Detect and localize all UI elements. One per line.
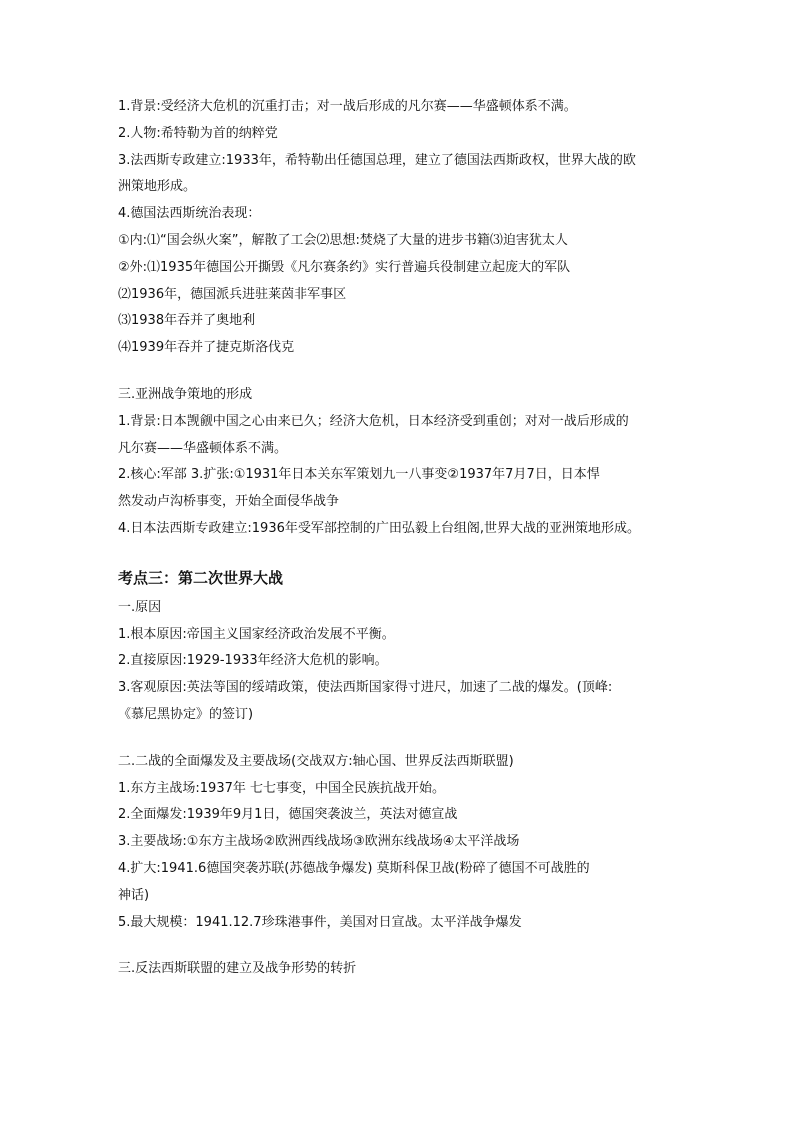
text-line: 《慕尼黑协定》的签订) <box>118 706 254 722</box>
text-line: 5.最大规模：1941.12.7珍珠港事件，美国对日宣战。太平洋战争爆发 <box>118 914 522 930</box>
text-line: ⑵1936年，德国派兵进驻莱茵非军事区 <box>118 286 347 302</box>
document-page <box>118 94 678 983</box>
text-line: ①内:⑴“国会纵火案”，解散了工会⑵思想:焚烧了大量的进步书籍⑶迫害犹太人 <box>118 232 568 248</box>
alliance-block <box>118 956 678 983</box>
text-line: ②外:⑴1935年德国公开撕毁《凡尔赛条约》实行普遍兵役制建立起庞大的军队 <box>118 259 571 275</box>
text-line: 4.日本法西斯专政建立:1936年受军部控制的广田弘毅上台组阁,世界大战的亚洲策地形成。 <box>118 520 641 536</box>
section-subheading: 三.反法西斯联盟的建立及战争形势的转折 <box>118 961 357 977</box>
text-line: 2.核心:军部 3.扩张:①1931年日本关东军策划九一八事变②1937年7月7日，日本悍 <box>118 467 600 483</box>
text-line: 2.直接原因:1929-1933年经济大危机的影响。 <box>118 653 388 669</box>
outbreak-block <box>118 749 678 937</box>
text-line: 1.根本原因:帝国主义国家经济政治发展不平衡。 <box>118 626 395 642</box>
section-subheading: 三.亚洲战争策地的形成 <box>118 386 253 402</box>
section-spacer <box>118 362 678 382</box>
section-spacer <box>118 729 678 749</box>
text-line: 4.扩大:1941.6德国突袭苏联(苏德战争爆发) 莫斯科保卫战(粉碎了德国不可战胜的 <box>118 860 590 876</box>
text-line: 3.客观原因:英法等国的绥靖政策，使法西斯国家得寸进尺，加速了二战的爆发。(顶峰: <box>118 680 613 696</box>
text-line: 神话) <box>118 887 150 903</box>
text-line: 1.东方主战场:1937年 七七事变，中国全民族抗战开始。 <box>118 780 445 796</box>
text-line: 3.主要战场:①东方主战场②欧洲西线战场③欧洲东线战场④太平洋战场 <box>118 834 520 850</box>
world-war-two-section <box>118 565 678 983</box>
section-subheading: 二.二战的全面爆发及主要战场(交战双方:轴心国、世界反法西斯联盟) <box>118 753 514 769</box>
text-line: ⑷1939年吞并了捷克斯洛伐克 <box>118 340 295 356</box>
text-line: 1.背景:受经济大危机的沉重打击；对一战后形成的凡尔赛——华盛顿体系不满。 <box>118 99 577 114</box>
section-spacer <box>118 543 678 565</box>
text-line: 2.人物:希特勒为首的纳粹党 <box>118 125 278 141</box>
causes-block <box>118 595 678 729</box>
section-subheading: 一.原因 <box>118 599 162 615</box>
text-line: 凡尔赛——华盛顿体系不满。 <box>118 440 288 456</box>
text-line: 3.法西斯专政建立:1933年，希特勒出任德国总理，建立了德国法西斯政权，世界大战的欧 <box>118 152 636 168</box>
text-line: 然发动卢沟桥事变，开始全面侵华战争 <box>118 494 340 510</box>
text-line: 洲策地形成。 <box>118 179 197 195</box>
text-line: ⑶1938年吞并了奥地利 <box>118 313 256 329</box>
section-heading: 考点三：第二次世界大战 <box>118 568 284 587</box>
germany-fascism-section <box>118 94 678 362</box>
text-line: 4.德国法西斯统治表现： <box>118 206 261 222</box>
asia-war-section <box>118 382 678 543</box>
text-line: 2.全面爆发:1939年9月1日，德国突袭波兰，英法对德宣战 <box>118 807 458 823</box>
text-line: 1.背景:日本觊觎中国之心由来已久；经济大危机，日本经济受到重创；对对一战后形成的 <box>118 413 629 429</box>
section-spacer <box>118 936 678 956</box>
